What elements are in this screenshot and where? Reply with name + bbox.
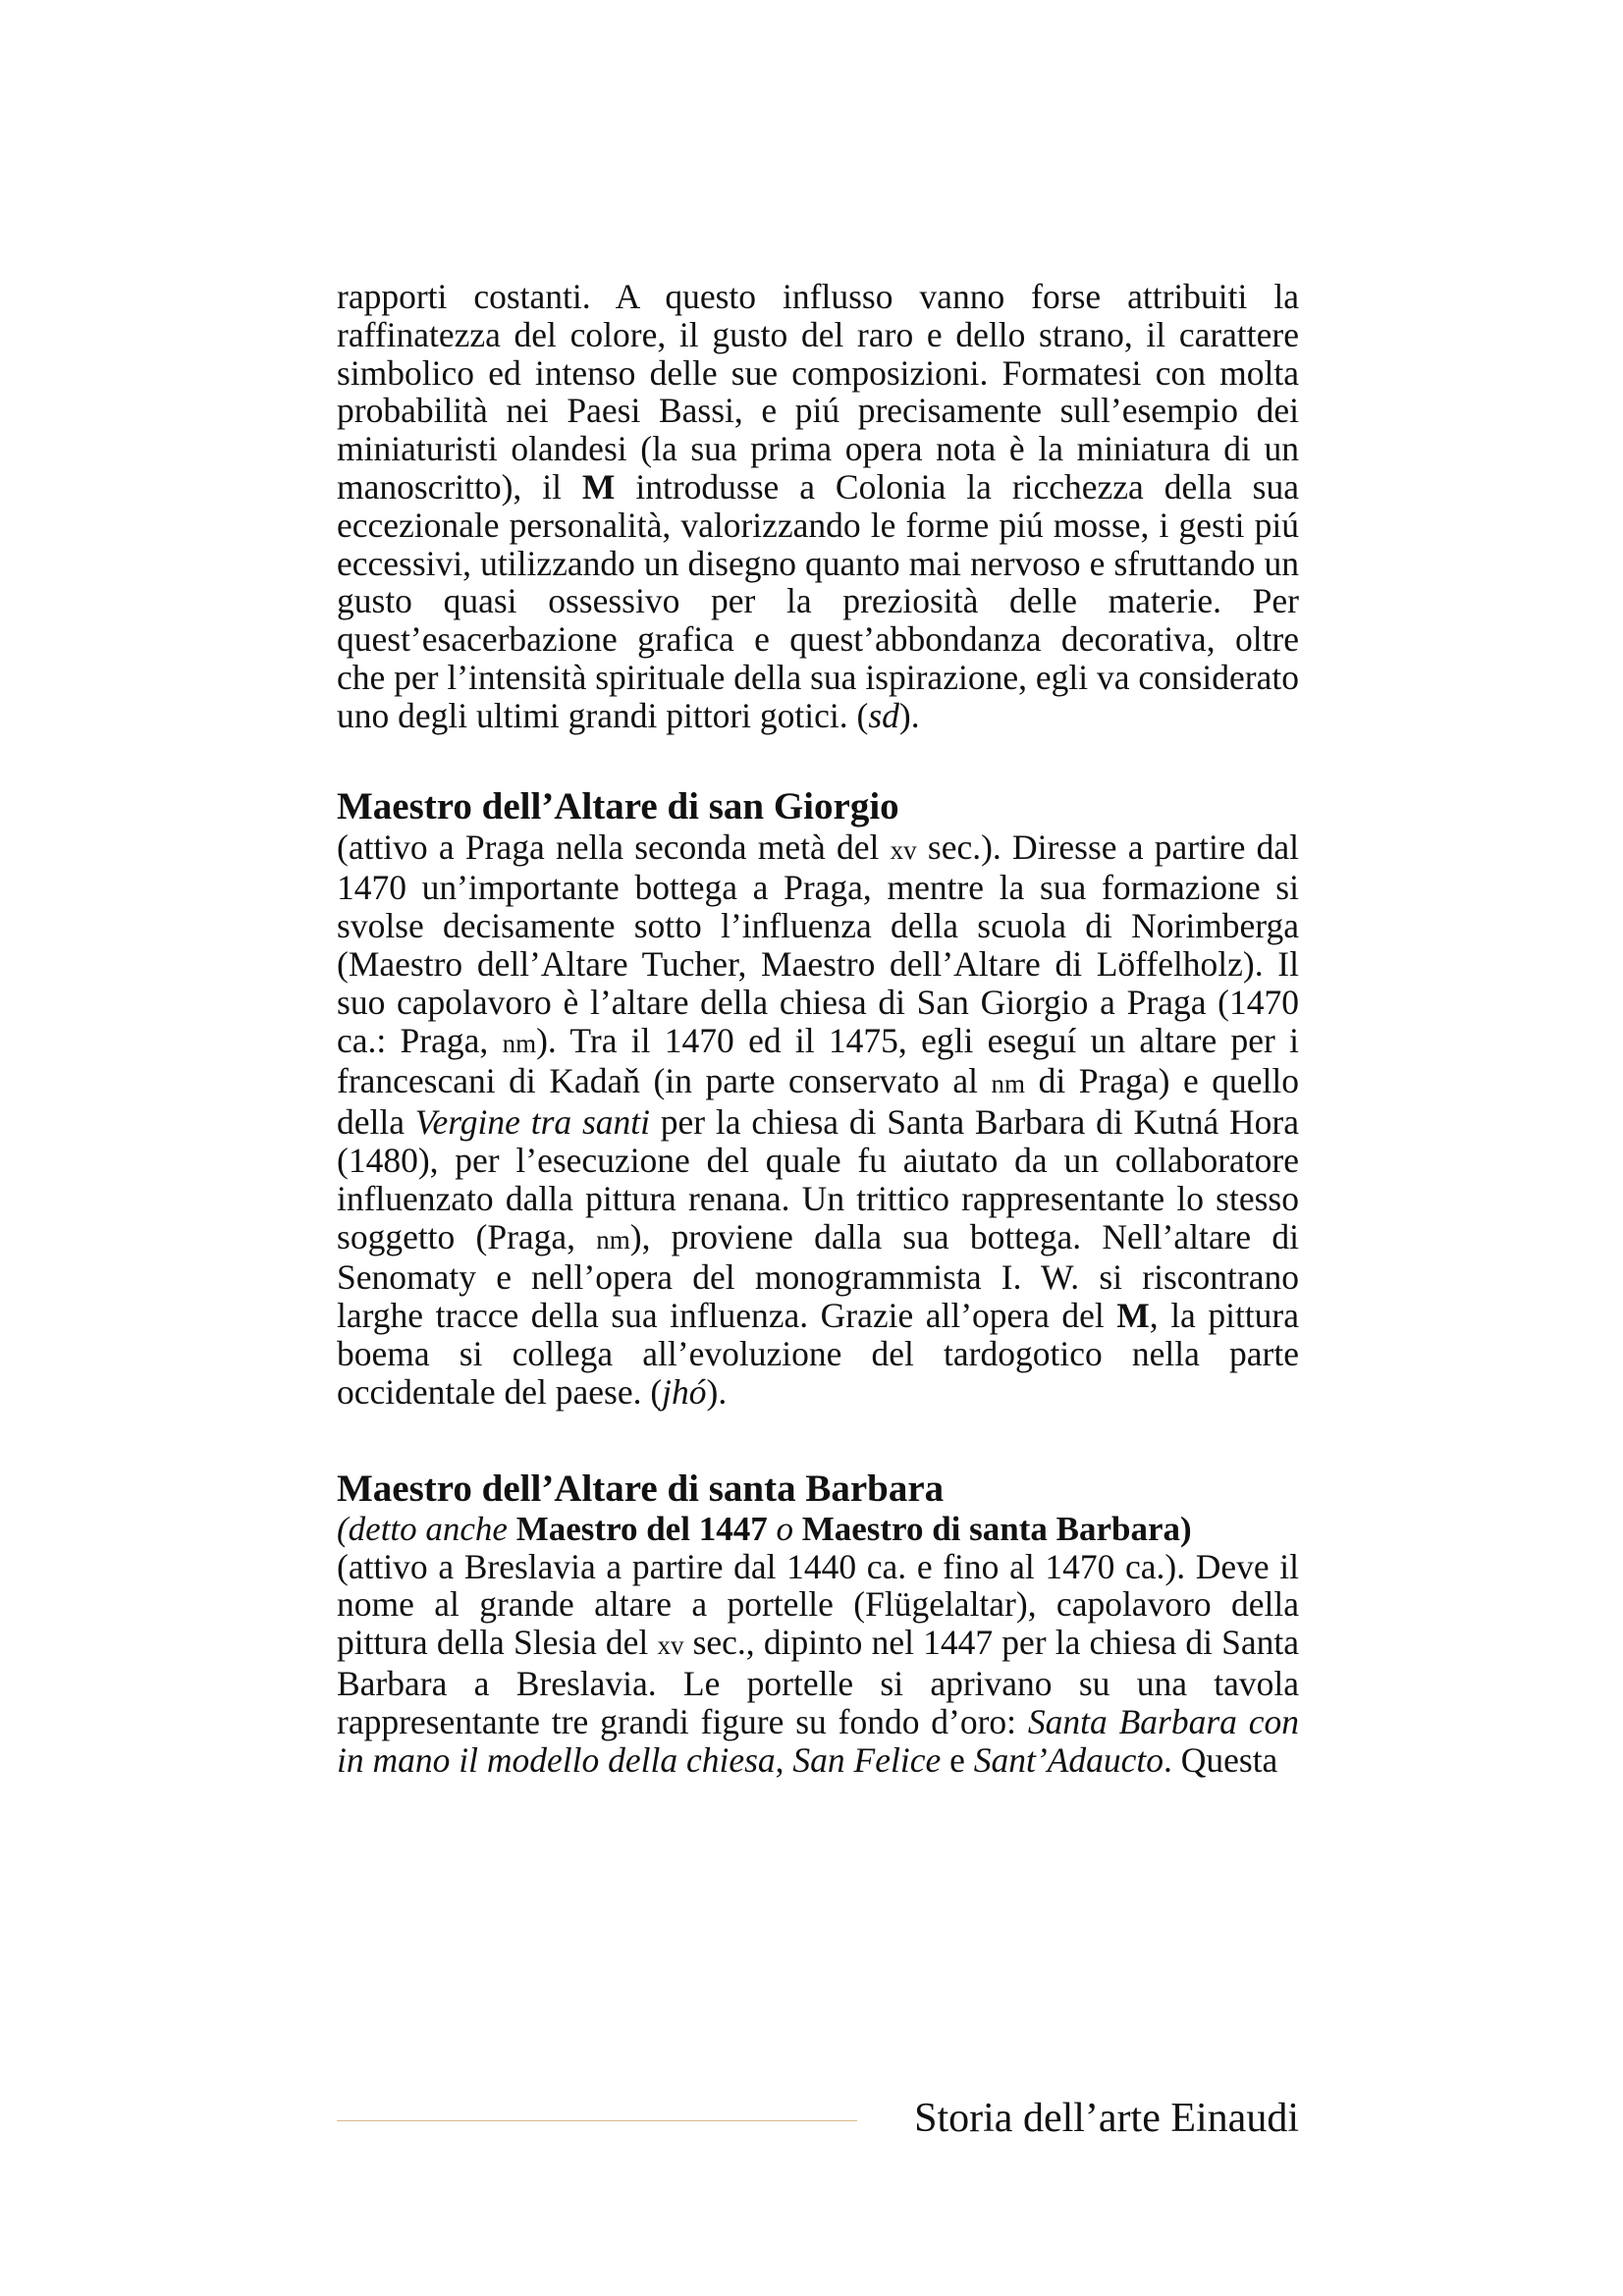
small-caps: xv [657,1630,684,1661]
text-run: . Questa [1163,1739,1278,1780]
text-run: o [776,1509,793,1548]
abbrev-bold: M [581,466,616,507]
footer-title: Storia dell’arte Einaudi [914,2096,1299,2141]
text-run: sec.). Diresse a partire dal 1470 un’importante bottega a Praga, mentre la sua formazione si svolse decisamente sotto l’influenza della scuola di Norimberga (Maestro dell’Altare Tucher, Maestro dell’Altare di Löffelholz). Il suo capolavoro è l’altare della chiesa di San Giorgio a Praga (1470 ca.: Praga, [337,827,1300,1060]
italic-title: Sant’Adaucto [973,1739,1163,1780]
paragraph-continuation [337,278,1299,735]
small-caps: nm [596,1224,630,1255]
entry-heading: Maestro dell’Altare di santa Barbara [337,1467,945,1510]
text-run: ). [706,1371,728,1412]
text-run: per la chiesa di Santa Barbara di Kutná Hora (1480), per l’esecuzione del quale fu aiutato da un collaboratore influenzato dalla pittura renana. Un trittico rappresentante lo stesso soggetto (Praga, [337,1102,1300,1256]
entry-heading: Maestro dell’Altare di san Giorgio [337,784,899,828]
small-caps: nm [991,1069,1026,1099]
text-run: ), proviene dalla sua bottega. Nell’altare di Senomaty e nell’opera del monogrammista I. W. si riscontrano larghe tracce della sua influenza. Grazie all’opera del [337,1216,1299,1336]
text-run: sec., dipinto nel 1447 per la chiesa di Santa Barbara a Breslavia. Le portelle si aprivano su una tavola rappresentante tre grandi figure su fondo d’oro: [337,1623,1300,1741]
text-run: , [775,1739,793,1780]
text-run: rapporti costanti. A questo influsso vanno forse attribuiti la raffinatezza del colore, il gusto del raro e dello strano, il carattere simbolico ed intenso delle sue composizioni. Formatesi con molta probabilità nei Paesi Bassi, e piú precisamente sull’esempio dei miniaturisti olandesi (la sua prima opera nota è la miniatura di un manoscritto), il [337,277,1299,507]
alias-name: Maestro di santa Barbara) [801,1509,1192,1548]
entry-alias [337,1511,1299,1548]
text-run: di Praga) e quello della [337,1061,1299,1143]
text-run: e [941,1739,974,1780]
text-run: (attivo a Breslavia a partire dal 1440 ca. e fino al 1470 ca.). Deve il nome al grande altare a portelle (Flügelaltar), capolavoro della pittura della Slesia del [337,1546,1299,1663]
text-run: (attivo a Praga nella seconda metà del [337,827,891,867]
footer-rule [337,2120,857,2121]
text-run: ). [898,695,920,735]
entry-body [337,828,1299,1412]
abbrev-bold: M [1116,1296,1150,1336]
text-run: , la pittura boema si collega all’evoluzione del tardogotico nella parte occidentale del paese. ( [337,1296,1299,1412]
small-caps: nm [502,1028,537,1058]
author-signature: sd [868,695,899,735]
alias-name: Maestro del 1447 [515,1509,768,1548]
author-signature: jhó [662,1371,707,1412]
text-run: (detto anche [337,1509,508,1548]
italic-title: Santa Barbara con in mano il modello della chiesa [337,1701,1300,1780]
small-caps: xv [890,834,917,865]
italic-title: Vergine tra santi [414,1102,650,1143]
entry-body [337,1548,1299,1780]
italic-title: San Felice [792,1739,942,1780]
text-run: introdusse a Colonia la ricchezza della sua eccezionale personalità, valorizzando le forme piú mosse, i gesti piú eccessivi, utilizzando un disegno quanto mai nervoso e sfruttando un gusto quasi ossessivo per la preziosità delle materie. Per quest’esacerbazione grafica e quest’abbondanza decorativa, oltre che per l’intensità spirituale della sua ispirazione, egli va considerato uno degli ultimi grandi pittori gotici. ( [337,466,1299,735]
page-body [337,278,1299,1779]
text-run: ). Tra il 1470 ed il 1475, egli eseguí un altare per i francescani di Kadaň (in parte conservato al [337,1020,1299,1101]
